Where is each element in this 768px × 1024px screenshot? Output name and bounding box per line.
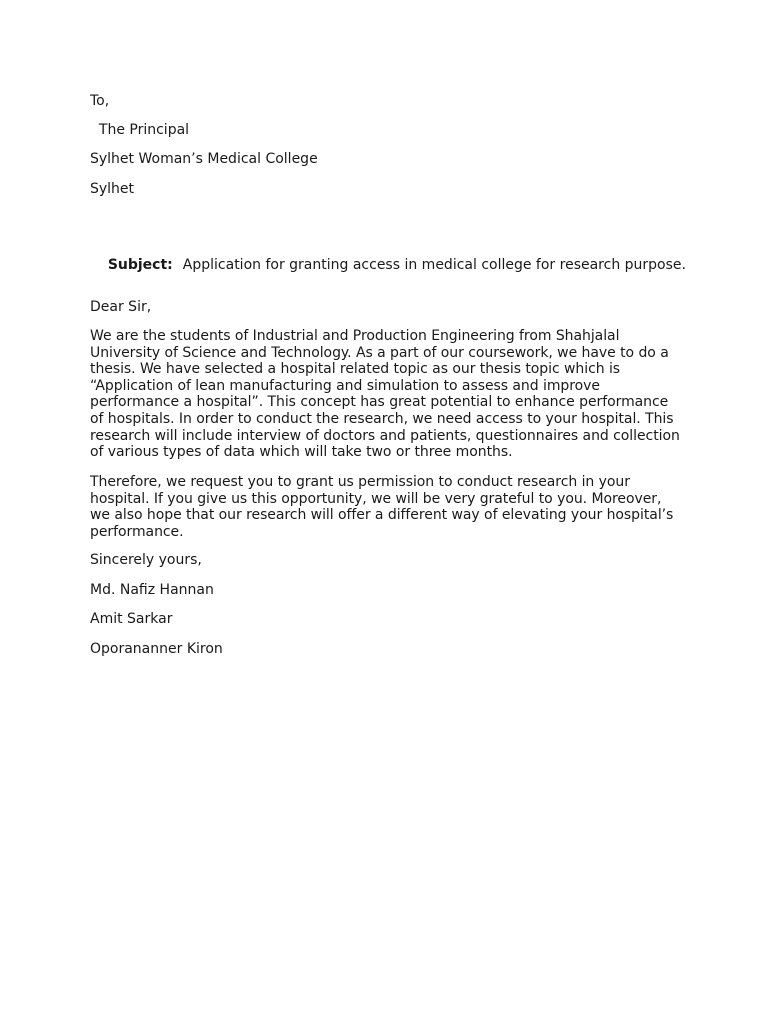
signatory-3: Oporananner Kiron (90, 641, 223, 657)
body-paragraph-1: We are the students of Industrial and Production Engineering from Shahjalal University of Science and Technology. As a part of our coursework, we have to do a thesis. We have selected a hospital related topic as our thesis topic which is “Application of lean manufacturing and simulation to assess and improve performance a hospital”. This concept has great potential to enhance performance of hospitals. In order to conduct the research, we need access to your hospital. This research will include interview of doctors and patients, questionnaires and collection of various types of data which will take two or three months. (90, 328, 680, 461)
closing: Sincerely yours, (90, 552, 202, 568)
signatory-2: Amit Sarkar (90, 611, 173, 627)
recipient-institution: Sylhet Woman’s Medical College (90, 151, 318, 167)
recipient-title: The Principal (90, 122, 190, 138)
subject-text: Application for granting access in medical college for research purpose. (182, 257, 686, 273)
salutation: Dear Sir, (90, 299, 152, 315)
body-paragraph-2: Therefore, we request you to grant us permission to conduct research in your hospital. If you give us this opportunity, we will be very grateful to you. Moreover, we also hope that our research will offer a different way of elevating your hospital’s performance. (90, 474, 674, 540)
subject-label: Subject: (107, 257, 173, 273)
to-label: To, (90, 93, 110, 109)
subject-line (90, 240, 686, 291)
signatory-1: Md. Nafiz Hannan (90, 582, 214, 598)
recipient-city: Sylhet (90, 181, 135, 197)
